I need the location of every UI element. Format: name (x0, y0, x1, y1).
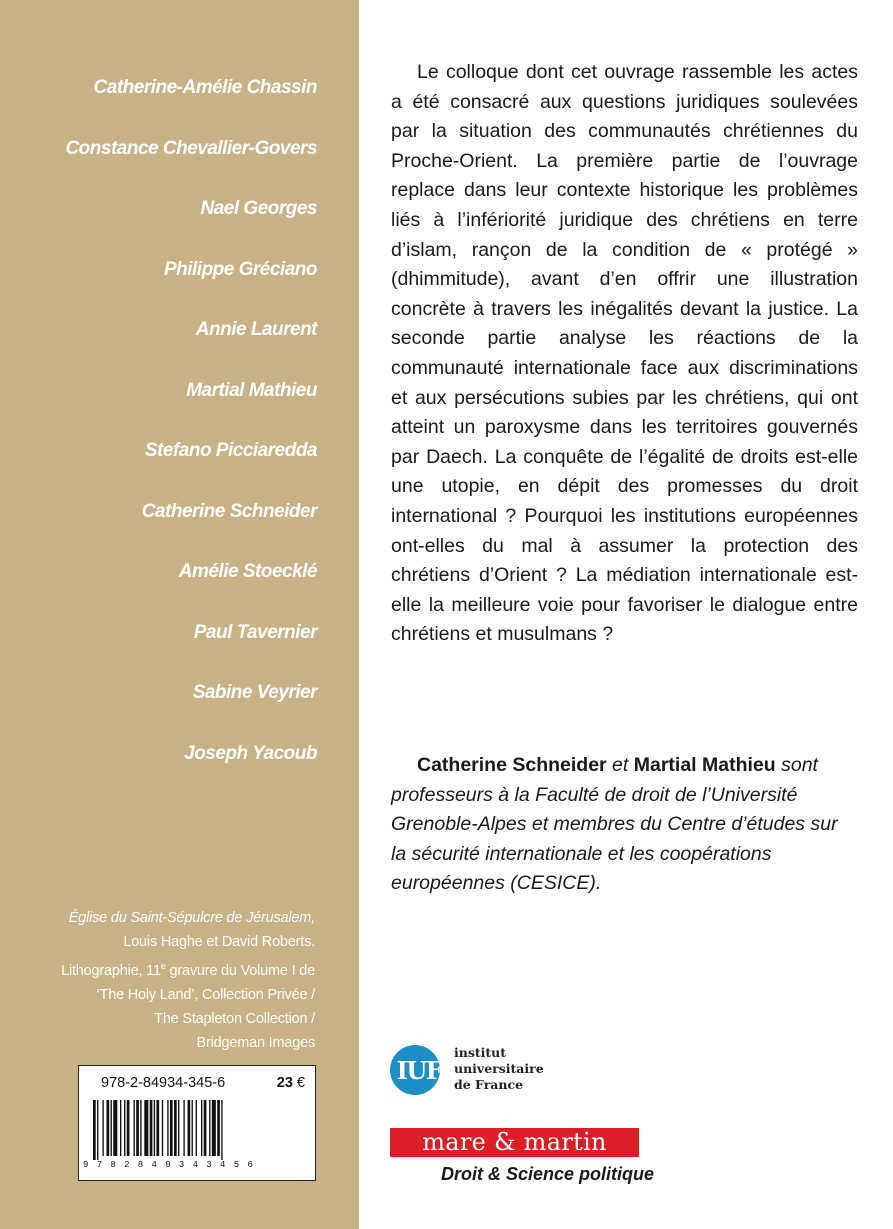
author-name: Sabine Veyrier (192, 682, 317, 703)
barcode-bar (102, 1100, 103, 1156)
barcode-bar (188, 1100, 191, 1156)
iuf-name (454, 1045, 544, 1093)
author-name: Stefano Picciaredda (144, 440, 317, 461)
barcode-bar (127, 1100, 130, 1156)
editor-name-2: Martial Mathieu (633, 754, 776, 776)
iuf-line-2: universitaire (454, 1061, 544, 1076)
credit-artists: Louis Haghe et David Roberts. (123, 934, 315, 950)
iuf-logo-icon (387, 1040, 451, 1104)
barcode-bar (212, 1100, 216, 1156)
publisher-logo: mare & martin (390, 1128, 639, 1157)
price-value: 23 (276, 1075, 293, 1091)
credit-collection: The Stapleton Collection / (154, 1010, 315, 1027)
barcode-bar (192, 1100, 193, 1156)
author-name: Martial Mathieu (186, 379, 317, 401)
credit-title: Église du Saint-Sépulcre de Jérusalem, (68, 910, 315, 926)
credit-agency: Bridgeman Images (196, 1034, 315, 1051)
image-credit (61, 906, 315, 1055)
author-name: Joseph Yacoub (184, 742, 317, 764)
barcode-bar (111, 1100, 112, 1156)
iuf-line-1: institut (454, 1045, 507, 1060)
barcode-bar (178, 1100, 179, 1156)
barcode-digits: 9782849343456 (83, 1160, 262, 1170)
barcode-bar (97, 1100, 98, 1160)
author-name: Constance Chevallier-Govers (65, 137, 317, 159)
bio-connector: et (606, 754, 634, 776)
collection-name: Droit & Science politique (441, 1164, 655, 1184)
author-name: Annie Laurent (195, 319, 317, 340)
barcode-bar (120, 1100, 121, 1156)
bio-paragraph (391, 751, 858, 899)
barcode-bar (170, 1100, 173, 1156)
editors-bio (391, 751, 858, 899)
barcode-box (78, 1065, 316, 1181)
credit-superscript: e (160, 961, 166, 971)
barcode-bar (124, 1100, 125, 1156)
isbn: 978-2-84934-345-6 (101, 1075, 226, 1091)
author-name: Philippe Gréciano (163, 258, 317, 280)
barcode-bar (144, 1100, 148, 1156)
bio-text: sont professeurs à la Faculté de droit de l’Université Grenoble-Alpes et membres du Centre d’études sur la sécurité internationale et les coopérations européennes (CESICE). (391, 754, 838, 895)
editor-name-1: Catherine Schneider (417, 754, 607, 776)
barcode-bar (167, 1100, 168, 1156)
book-summary (391, 58, 858, 650)
barcode-bar (204, 1100, 207, 1156)
author-name: Catherine-Amélie Chassin (93, 77, 317, 98)
credit-source: ‘The Holy Land’, Collection Privée / (96, 986, 315, 1003)
barcode-bar (217, 1100, 220, 1156)
barcode-bar (196, 1100, 197, 1156)
barcode-bar (221, 1100, 222, 1160)
price-currency: € (296, 1075, 305, 1091)
barcode-bar (174, 1100, 177, 1156)
barcode-bars (93, 1100, 301, 1160)
iuf-line-3: de France (454, 1077, 524, 1092)
summary-paragraph: Le colloque dont cet ouvrage rassemble les actes a été consacré aux questions juridiques soulevées par la situation des communautés chrétiennes du Proche-Orient. La première partie de l’ouvrage replace dans leur contexte historique les problèmes liés à l’infériorité juridique des chrétiens en terre d’islam, rançon de la condition de « protégé » (dhimmitude), avant d’en offrir une illustration concrète à travers les inégalités devant la justice. La seconde partie analyse les réactions de la communauté internationale face aux discriminations et aux persécutions subies par les chrétiens, qui ont atteint un paroxysme dans les territoires gouvernés par Daech. La conquête de l’égalité de droits est-elle une utopie, en dépit des promesses du droit international ? Pourquoi les institutions européennes ont-elles du mal à assumer la protection des chrétiens d’Orient ? La médiation internationale est-elle la meilleure voie pour favoriser le dialogue entre chrétiens et musulmans ? (391, 61, 858, 646)
sidebar-panel (0, 0, 359, 1229)
iuf-logo-text: IUF (396, 1056, 442, 1085)
author-list (65, 78, 317, 804)
barcode-bar (150, 1100, 153, 1156)
barcode-bar (162, 1100, 163, 1156)
barcode-bar (134, 1100, 135, 1156)
barcode-bar (154, 1100, 155, 1156)
author-name: Amélie Stoecklé (178, 561, 317, 582)
barcode-bar (113, 1100, 117, 1156)
barcode-bar (156, 1100, 159, 1156)
author-name: Paul Tavernier (193, 621, 317, 643)
barcode-bar (209, 1100, 210, 1156)
barcode-bar (140, 1100, 141, 1156)
author-name: Nael Georges (200, 198, 317, 219)
price (277, 1075, 305, 1091)
credit-technique (61, 954, 315, 983)
barcode-bar (183, 1100, 184, 1156)
credit-technique-b: gravure du Volume I de (165, 962, 315, 979)
author-name: Catherine Schneider (141, 500, 317, 522)
credit-technique-a: Lithographie, 11 (61, 962, 161, 979)
barcode-bar (93, 1100, 96, 1160)
barcode-bar (107, 1100, 110, 1156)
barcode-bar (201, 1100, 202, 1156)
barcode-bar (136, 1100, 139, 1156)
